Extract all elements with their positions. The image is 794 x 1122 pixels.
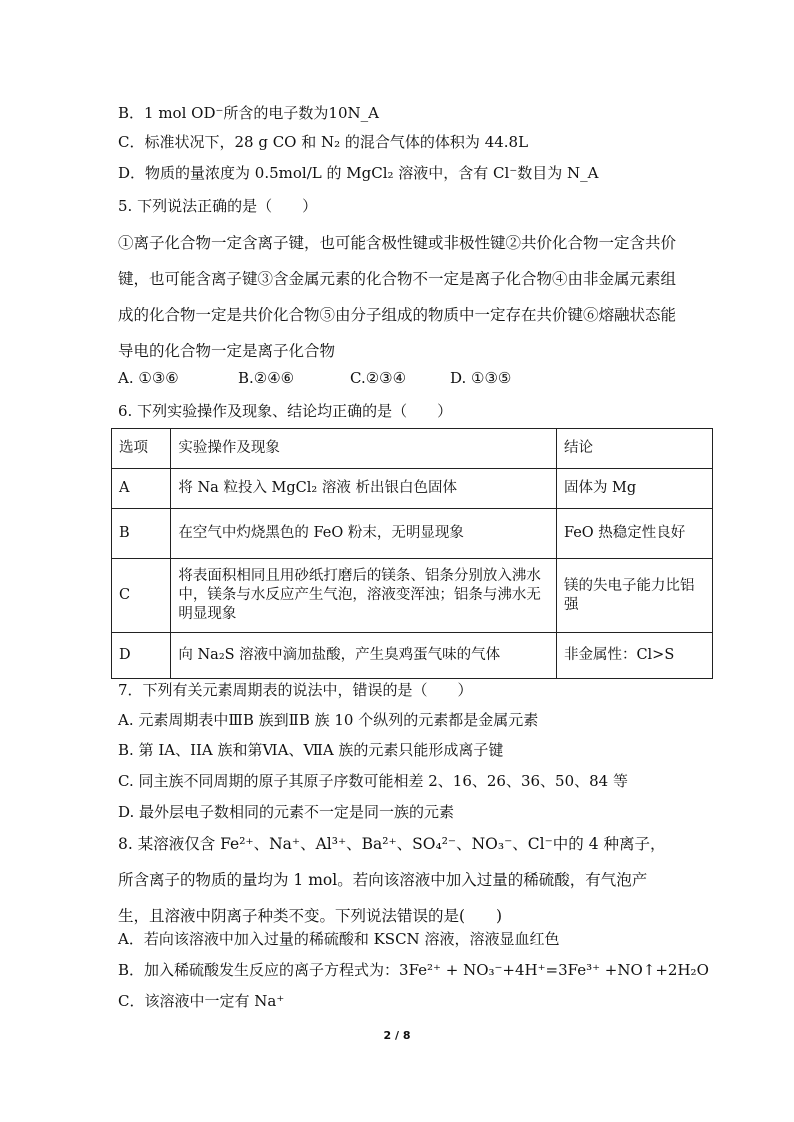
q5-option-a: A. ①③⑥	[118, 369, 179, 387]
header-cell: 结论	[556, 429, 712, 469]
row-option: B	[112, 509, 171, 559]
row-conclusion: 镁的失电子能力比铝强	[556, 559, 712, 633]
row-conclusion: 非金属性：Cl>S	[556, 633, 712, 679]
table-row	[112, 633, 713, 679]
q5-option-d: D. ①③⑤	[450, 369, 512, 387]
table-row	[112, 509, 713, 559]
q7-option-c: C. 同主族不同周期的原子其原子序数可能相差 2、16、26、36、50、84 等	[118, 772, 628, 790]
q7-stem: 7．下列有关元素周期表的说法中，错误的是（ ）	[118, 681, 473, 699]
q5-option-b: B.②④⑥	[238, 369, 295, 387]
q8-option-b: B．加入稀硫酸发生反应的离子方程式为：3Fe²⁺ + NO₃⁻+4H⁺=3Fe³⁺ +NO↑+2H₂O	[118, 961, 709, 979]
q5-option-c: C.②③④	[350, 369, 407, 387]
table-row	[112, 559, 713, 633]
header-cell: 实验操作及现象	[171, 429, 557, 469]
q8-option-a: A．若向该溶液中加入过量的稀硫酸和 KSCN 溶液，溶液显血红色	[118, 930, 560, 948]
row-operation: 将 Na 粒投入 MgCl₂ 溶液 析出银白色固体	[171, 469, 557, 509]
q4-option-b: B．1 mol OD⁻所含的电子数为10N_A	[118, 104, 379, 122]
row-conclusion: 固体为 Mg	[556, 469, 712, 509]
q5-options	[118, 368, 678, 388]
q6-stem: 6. 下列实验操作及现象、结论均正确的是（ ）	[118, 402, 453, 420]
table-header-row	[112, 429, 713, 469]
q7-option-a: A. 元素周期表中ⅢB 族到ⅡB 族 10 个纵列的元素都是金属元素	[118, 711, 539, 729]
q7-option-b: B. 第 IA、IIA 族和第ⅥA、ⅦA 族的元素只能形成离子键	[118, 741, 504, 759]
page-number: 2 / 8	[383, 1029, 411, 1042]
q4-option-c: C．标准状况下，28 g CO 和 N₂ 的混合气体的体积为 44.8L	[118, 133, 529, 151]
row-option: C	[112, 559, 171, 633]
row-conclusion: FeO 热稳定性良好	[556, 509, 712, 559]
q4-option-d: D．物质的量浓度为 0.5mol/L 的 MgCl₂ 溶液中，含有 Cl⁻数目为 N_A	[118, 164, 599, 182]
row-option: D	[112, 633, 171, 679]
row-operation: 将表面积相同且用砂纸打磨后的镁条、铝条分别放入沸水中，镁条与水反应产生气泡，溶液变浑浊；铝条与沸水无明显现象	[171, 559, 557, 633]
q6-table	[111, 428, 713, 679]
q5-stem: 5. 下列说法正确的是（ ）	[118, 197, 318, 215]
row-operation: 向 Na₂S 溶液中滴加盐酸，产生臭鸡蛋气味的气体	[171, 633, 557, 679]
q7-option-d: D. 最外层电子数相同的元素不一定是同一族的元素	[118, 803, 455, 821]
q5-statements: ①离子化合物一定含离子键，也可能含极性键或非极性键②共价化合物一定含共价键，也可能含离子键③含金属元素的化合物不一定是离子化合物④由非金属元素组成的化合物一定是共价化合物⑤由分子组成的物质中一定存在共价键⑥熔融状态能导电的化合物一定是离子化合物	[118, 234, 677, 360]
row-option: A	[112, 469, 171, 509]
q8-option-c: C．该溶液中一定有 Na⁺	[118, 992, 285, 1010]
q8-stem: 8. 某溶液仅含 Fe²⁺、Na⁺、Al³⁺、Ba²⁺、SO₄²⁻、NO₃⁻、Cl⁻中的 4 种离子，所含离子的物质的量均为 1 mol。若向该溶液中加入过量的稀硫酸，有气泡产生，且溶液中阴离子种类不变。下列说法错误的是( )	[118, 835, 666, 925]
table-row	[112, 469, 713, 509]
row-operation: 在空气中灼烧黑色的 FeO 粉末，无明显现象	[171, 509, 557, 559]
header-cell: 选项	[112, 429, 171, 469]
